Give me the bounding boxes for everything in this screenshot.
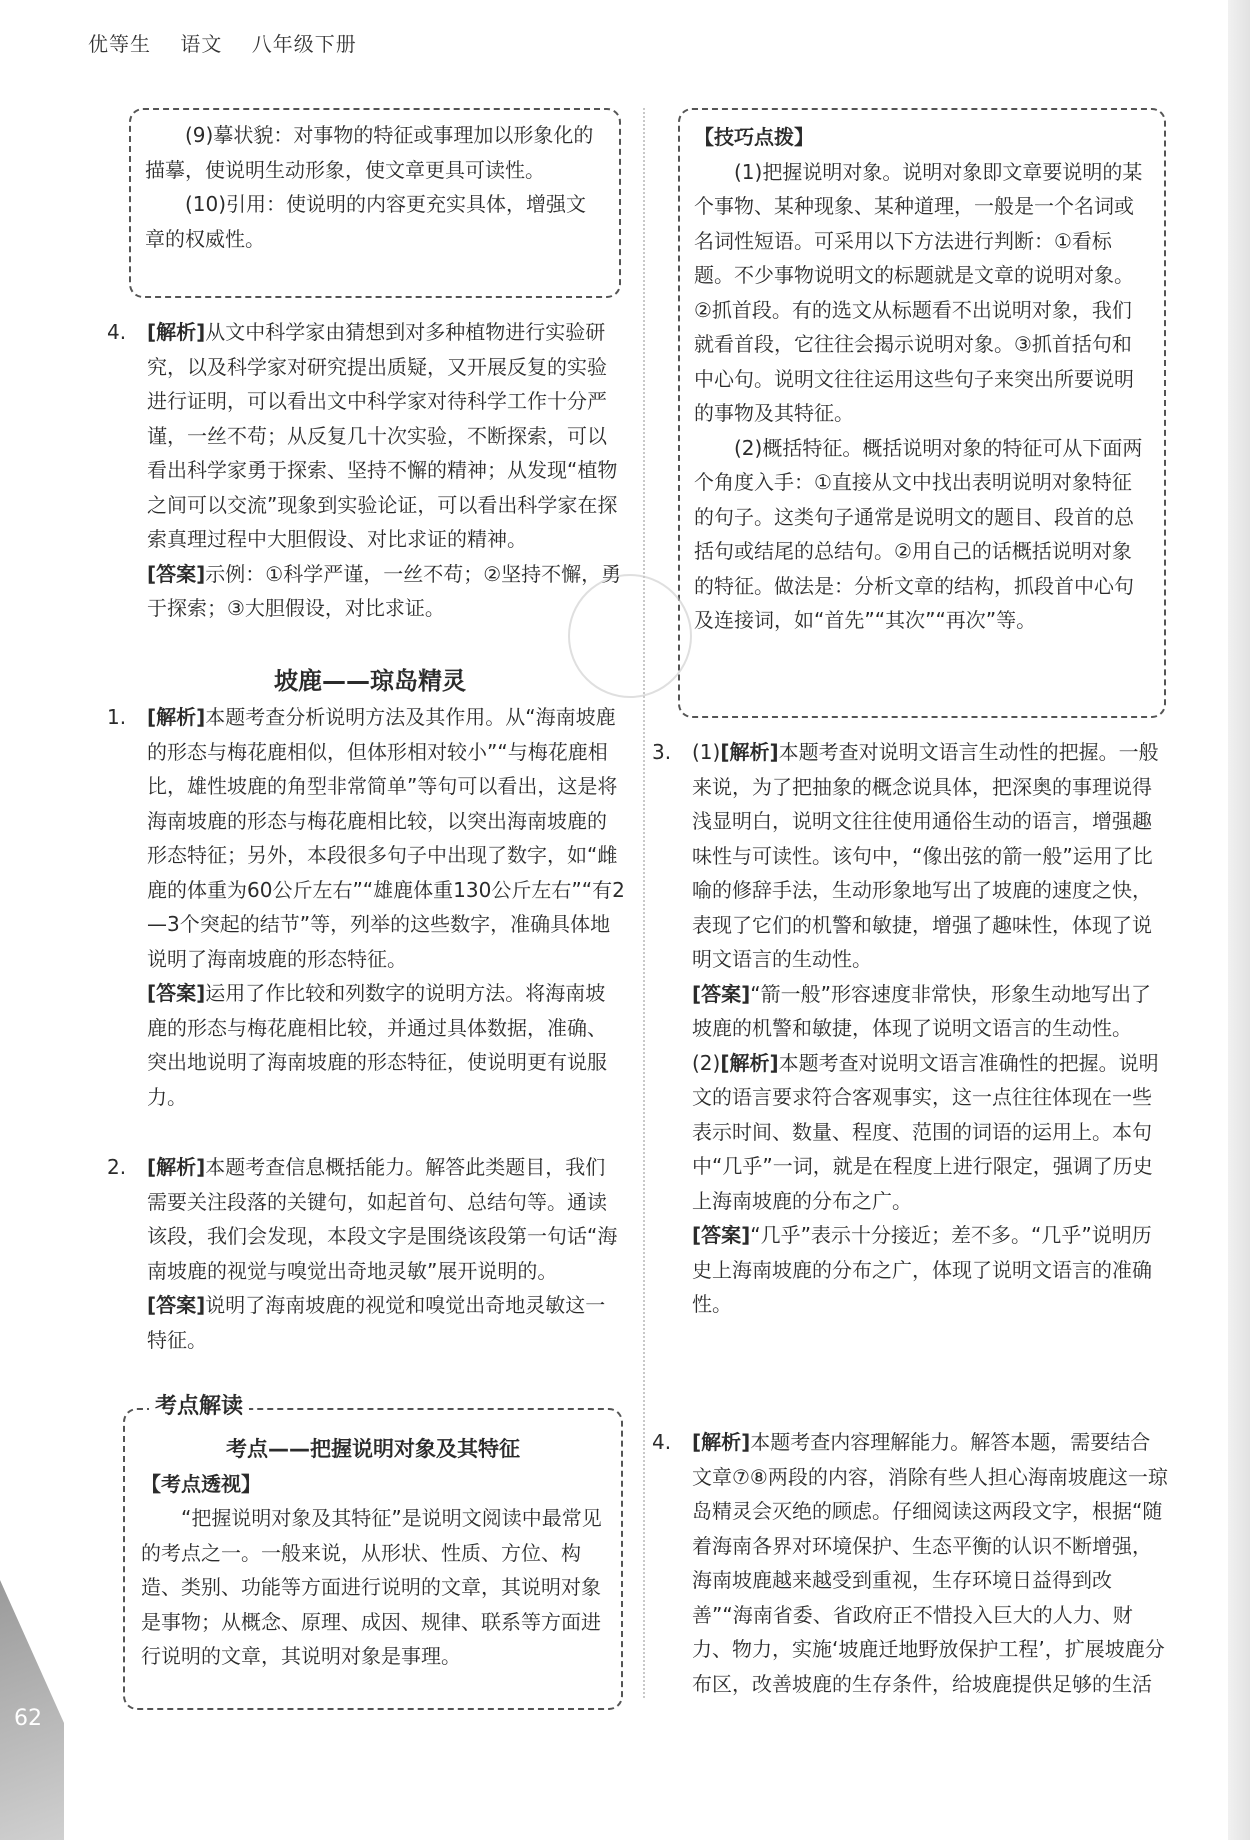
analysis-tag: [解析]	[692, 1430, 751, 1454]
question-3	[652, 735, 1170, 1322]
answer-text: 说明了海南坡鹿的视觉和嗅觉出奇地灵敏这一特征。	[147, 1293, 606, 1352]
analysis-text: 从文中科学家由猜想到对多种植物进行实验研究，以及科学家对研究提出质疑，又开展反复的实验进行证明，可以看出文中科学家对待科学工作十分严谨，一丝不苟；从反复几十次实验，不断探索，可以看出科学家勇于探索、坚持不懈的精神；从发现“植物之间可以交流”现象到实验论证，可以看出科学家在探索真理过程中大胆假设、对比求证的精神。	[147, 320, 618, 551]
analysis-text: 本题考查信息概括能力。解答此类题目，我们需要关注段落的关键句，如起首句、总结句等。通读该段，我们会发现，本段文字是围绕该段第一句话“海南坡鹿的视觉与嗅觉出奇地灵敏”展开说明的。	[147, 1155, 618, 1283]
question-number: 4.	[107, 320, 127, 344]
question-number: 1.	[107, 705, 127, 729]
answer-tag: [答案]	[147, 561, 206, 586]
question-number: 4.	[652, 1430, 672, 1454]
method-10: (10)引用：使说明的内容更充实具体，增强文章的权威性。	[145, 192, 587, 251]
header-grade: 八年级下册	[251, 32, 357, 56]
answer-text: 示例：①科学严谨，一丝不苟；②坚持不懈，勇于探索；③大胆假设，对比求证。	[147, 561, 622, 620]
answer-text: “箭一般”形容速度非常快，形象生动地写出了坡鹿的机警和敏捷，体现了说明文语言的生动性。	[692, 981, 1152, 1040]
answer-tag: [答案]	[692, 1223, 751, 1247]
question-4-prev	[107, 315, 625, 626]
analysis-tag: [解析]	[147, 320, 206, 344]
exam-point-subtitle: 【考点透视】	[141, 1471, 261, 1496]
answer-tag: [答案]	[147, 1293, 206, 1317]
tips-box	[678, 108, 1166, 718]
exam-point-text: “把握说明对象及其特征”是说明文阅读中最常见的考点之一。一般来说，从形状、性质、方位、构造、类别、功能等方面进行说明的文章，其说明对象是事物；从概念、原理、成因、规律、联系等方面进行说明的文章，其说明对象是事理。	[141, 1506, 602, 1668]
tips-title: 【技巧点拨】	[694, 125, 814, 149]
analysis-tag: [解析]	[147, 1155, 206, 1179]
analysis-tag: [解析]	[720, 740, 779, 764]
tips-paragraph-2: (2)概括特征。概括说明对象的特征可从下面两个角度入手：①直接从文中找出表明说明对象特征的句子。这类句子通常是说明文的题目、段首的总括句或结尾的总结句。②用自己的话概括说明对象的特征。做法是：分析文章的结构，抓段首中心句及连接词，如“首先”“其次”“再次”等。	[694, 435, 1143, 632]
sub-question-prefix: (1)	[692, 740, 721, 764]
analysis-text: 本题考查对说明文语言准确性的把握。说明文的语言要求符合客观事实，这一点往往体现在一些表示时间、数量、程度、范围的词语的运用上。本句中“几乎”一词，就是在程度上进行限定，强调了历史上海南坡鹿的分布之广。	[692, 1050, 1159, 1213]
header-subject: 语文	[180, 32, 223, 56]
page-edge	[1228, 0, 1250, 1840]
question-2	[107, 1150, 625, 1357]
analysis-text: 本题考查对说明文语言生动性的把握。一般来说，为了把抽象的概念说具体，把深奥的事理说得浅显明白，说明文往往使用通俗生动的语言，增强趣味性与可读性。该句中，“像出弦的箭一般”运用了比喻的修辞手法，生动形象地写出了坡鹿的速度之快，表现了它们的机警和敏捷，增强了趣味性，体现了说明文语言的生动性。	[692, 740, 1159, 971]
exam-point-title: 考点——把握说明对象及其特征	[226, 1437, 520, 1461]
analysis-tag: [解析]	[147, 705, 206, 729]
answer-tag: [答案]	[692, 981, 751, 1006]
answer-text: 运用了作比较和列数字的说明方法。将海南坡鹿的形态与梅花鹿相比较，并通过具体数据，准确、突出地说明了海南坡鹿的形态特征，使说明更有说服力。	[147, 981, 607, 1109]
exam-point-box	[123, 1408, 623, 1710]
header-series: 优等生	[88, 32, 151, 56]
question-4	[652, 1425, 1170, 1701]
section-title: 坡鹿——琼岛精灵	[274, 667, 466, 695]
column-divider	[643, 108, 645, 1698]
question-number: 2.	[107, 1155, 127, 1179]
page-header	[88, 28, 379, 57]
analysis-text: 本题考查内容理解能力。解答本题，需要结合文章⑦⑧两段的内容，消除有些人担心海南坡鹿这一琼岛精灵会灭绝的顾虑。仔细阅读这两段文字，根据“随着海南各界对环境保护、生态平衡的认识不断增强，海南坡鹿越来越受到重视，生存环境日益得到改善”“海南省委、省政府正不惜投入巨大的人力、财力、物力，实施‘坡鹿迁地野放保护工程’，扩展坡鹿分布区，改善坡鹿的生存条件，给坡鹿提供足够的生活	[692, 1430, 1168, 1696]
exam-point-label: 考点解读	[149, 1390, 249, 1425]
page-number: 62	[14, 1706, 42, 1731]
analysis-text: 本题考查分析说明方法及其作用。从“海南坡鹿的形态与梅花鹿相似，但体形相对较小”“与梅花鹿相比，雄性坡鹿的角型非常简单”等句可以看出，这是将海南坡鹿的形态与梅花鹿相比较，以突出海南坡鹿的形态特征；另外，本段很多句子中出现了数字，如“雌鹿的体重为60公斤左右”“雄鹿体重130公斤左右”“有2—3个突起的结节”等，列举的这些数字，准确具体地说明了海南坡鹿的形态特征。	[147, 705, 625, 971]
answer-text: “几乎”表示十分接近；差不多。“几乎”说明历史上海南坡鹿的分布之广，体现了说明文语言的准确性。	[692, 1223, 1152, 1316]
sub-question-prefix: (2)	[692, 1050, 721, 1075]
watermark-stamp	[568, 574, 692, 698]
tips-paragraph-1: (1)把握说明对象。说明对象即文章要说明的某个事物、某种现象、某种道理，一般是一个名词或名词性短语。可采用以下方法进行判断：①看标题。不少事物说明文的标题就是文章的说明对象。②抓首段。有的选文从标题看不出说明对象，我们就看首段，它往往会揭示说明对象。③抓首括句和中心句。说明文往往运用这些句子来突出所要说明的事物及其特征。	[694, 159, 1143, 425]
analysis-tag: [解析]	[720, 1050, 779, 1075]
answer-tag: [答案]	[147, 981, 206, 1005]
question-number: 3.	[652, 740, 672, 764]
method-box	[129, 108, 621, 298]
question-1	[107, 700, 625, 1114]
method-9: (9)摹状貌：对事物的特征或事理加以形象化的描摹，使说明生动形象，使文章更具可读性。	[145, 123, 594, 182]
